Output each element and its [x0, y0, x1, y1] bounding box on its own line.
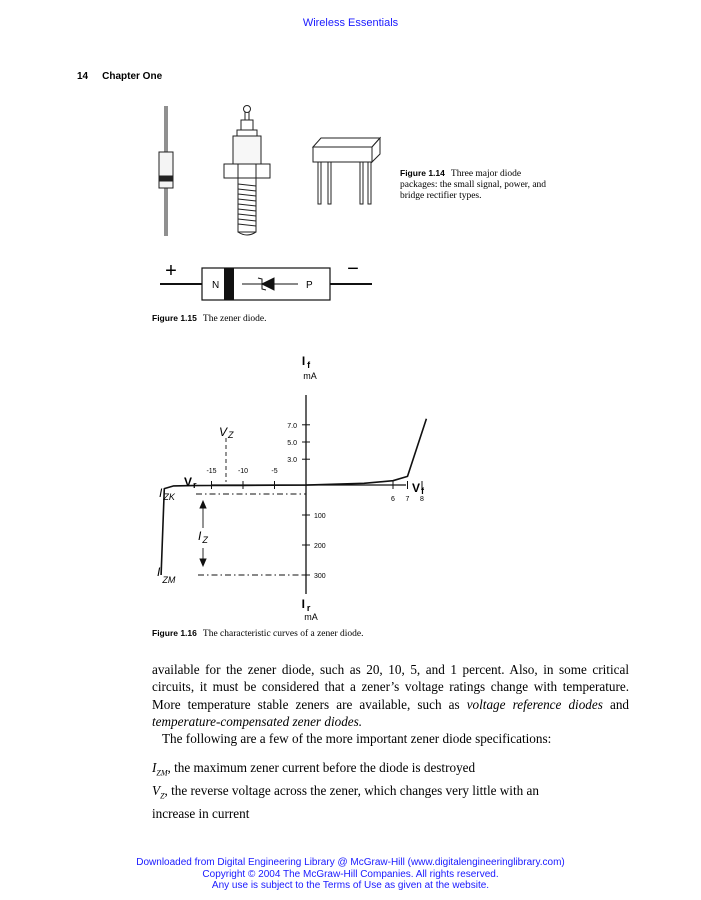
if-unit-label: mA: [303, 371, 317, 381]
paragraph: The following are a few of the more important zener diode specifications:: [162, 731, 552, 747]
cathode-band: [224, 268, 234, 300]
footer-download-line[interactable]: Downloaded from Digital Engineering Library @ McGraw-Hill (www.digitalengineeringlibrary.com): [136, 857, 565, 868]
izm-label: $I_{ZM}$: [157, 565, 176, 585]
x-tick-label: 7: [405, 496, 410, 503]
n-region-label: N: [212, 280, 220, 291]
zener-characteristic-chart: [150, 350, 430, 625]
figure-label: Figure 1.16: [152, 628, 197, 638]
zener-diode-drawing: [150, 258, 390, 308]
paragraph: available for the zener diode, such as 20, 10, 5, and 1 percent. Also, in some critical circuits, it must be considered that a zener’s voltage ratings change with temperature. More temperature stable zeners are available, such as voltage reference diodes and temperature-compensated zener diodes.: [152, 662, 630, 729]
x-tick-label: -5: [271, 468, 278, 475]
x-tick-label: 8: [420, 496, 424, 503]
footer-copyright-line: Copyright © 2004 The McGraw-Hill Companies. All rights reserved.: [202, 868, 499, 880]
figure-1-15-caption: [152, 313, 266, 325]
caption-text: Three major diode packages: the small signal, power, and bridge rectifier types.: [400, 169, 547, 201]
footer: [0, 857, 701, 892]
vr-axis-label: Vr: [184, 475, 197, 490]
iz-label: $I_Z$: [198, 529, 208, 545]
x-tick-label: -15: [206, 468, 217, 475]
figure-1-14-caption: [400, 168, 560, 202]
caption-text: The zener diode.: [202, 314, 267, 324]
if-axis-label: I $_f$: [301, 354, 311, 370]
figure-label: Figure 1.15: [152, 313, 197, 323]
y-tick-label: 7.0: [287, 422, 297, 430]
bridge-rectifier-drawing: [313, 138, 380, 204]
arrowhead-down-icon: [200, 559, 206, 566]
small-signal-diode-drawing: [159, 106, 173, 236]
y-tick-label: 200: [314, 543, 326, 550]
plus-sign: +: [165, 260, 177, 282]
ir-unit-label: mA: [304, 612, 318, 622]
page-number: 14: [77, 71, 89, 82]
minus-sign: −: [347, 258, 359, 280]
y-tick-label: 3.0: [287, 457, 297, 465]
spec-izm: $I_{ZM}$, the maximum zener current before the diode is destroyed: [152, 760, 476, 779]
caption-text: The characteristic curves of a zener diode.: [202, 629, 364, 639]
running-head: Wireless Essentials: [302, 17, 399, 29]
term-voltage-reference-diodes: voltage reference diodes: [466, 696, 603, 712]
figure-label: Figure 1.14: [400, 168, 445, 178]
izk-label: $I_{ZK}$: [159, 486, 175, 502]
y-tick-label: 300: [314, 573, 326, 580]
chapter-title: Chapter One: [102, 71, 163, 82]
diode-packages-illustration: [140, 100, 390, 242]
figure-1-16-caption: [152, 628, 364, 640]
ir-axis-label: I $_r$: [301, 597, 311, 613]
vf-axis-label: Vf: [412, 481, 425, 496]
y-tick-label: 5.0: [287, 440, 297, 447]
term-temperature-compensated: temperature-compensated zener diodes.: [152, 713, 363, 729]
power-diode-drawing: [224, 106, 270, 236]
body-text: [152, 661, 629, 823]
arrowhead-up-icon: [200, 501, 206, 508]
spec-vz-continued: increase in current: [152, 806, 250, 822]
vz-label: VZ: [219, 425, 234, 440]
p-region-label: P: [306, 280, 313, 291]
y-tick-label: 100: [314, 513, 326, 520]
x-tick-label: 6: [391, 496, 395, 503]
spec-vz: $V_Z$, the reverse voltage across the zener, which changes very little with an: [152, 783, 539, 802]
footer-terms-line[interactable]: Any use is subject to the Terms of Use as given at the website.: [211, 880, 490, 891]
chapter-head: [77, 71, 162, 82]
x-tick-label: -10: [237, 468, 249, 475]
